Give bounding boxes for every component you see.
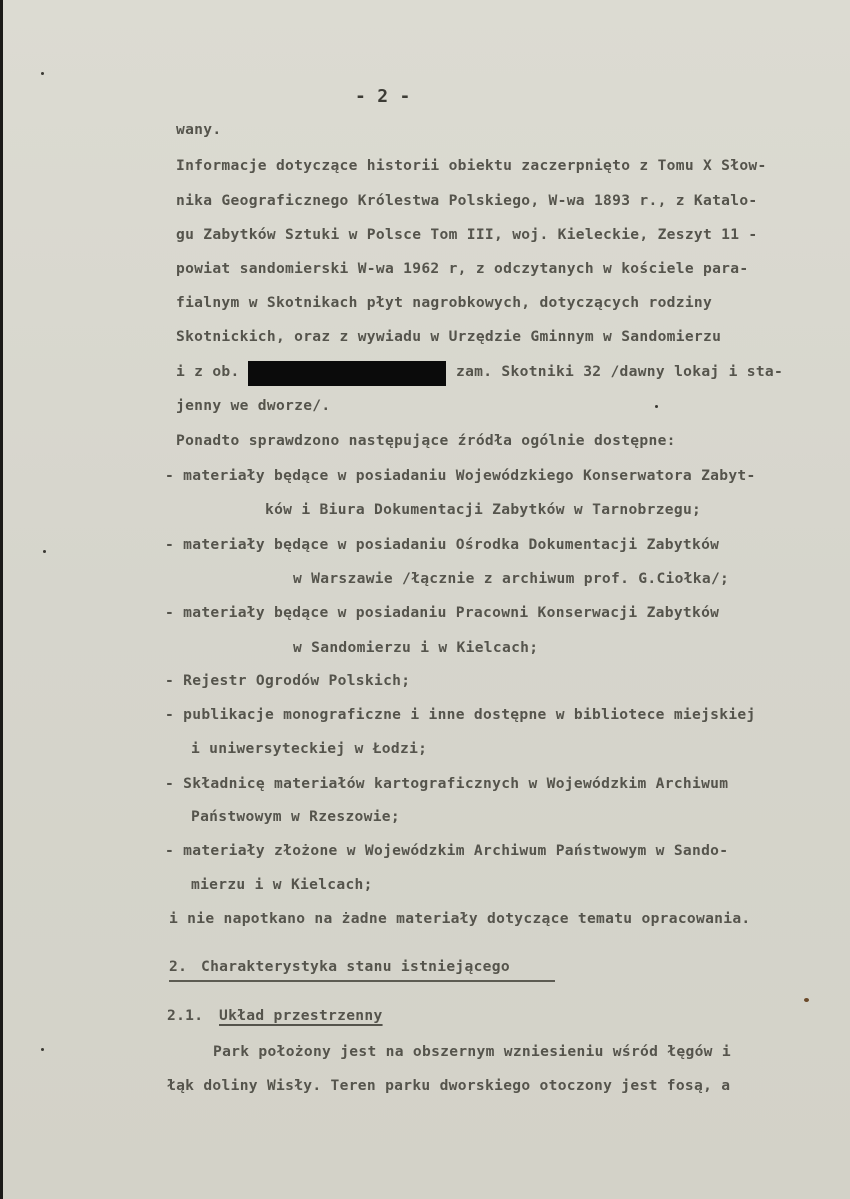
source-item: - materiały będące w posiadaniu Ośrodka Dokumentacji Zabytków	[165, 536, 720, 553]
paper-speck	[41, 1048, 44, 1051]
paper-speck	[43, 550, 46, 553]
redaction-box	[248, 361, 446, 386]
text-line: fialnym w Skotnikach płyt nagrobkowych, dotyczących rodziny	[176, 294, 713, 311]
section-2-1-number: 2.1.	[167, 1007, 204, 1024]
section-2-number: 2.	[169, 958, 188, 975]
section-2-title: Charakterystyka stanu istniejącego	[201, 958, 510, 975]
paragraph-line: łąk doliny Wisły. Teren parku dworskiego otoczony jest fosą, a	[167, 1077, 731, 1094]
source-item: - Składnicę materiałów kartograficznych w Wojewódzkim Archiwum	[165, 775, 729, 792]
source-item: - materiały złożone w Wojewódzkim Archiwum Państwowym w Sando-	[165, 842, 729, 859]
text-line-ob-start: i z ob.	[176, 363, 240, 380]
text-line: jenny we dworze/.	[176, 397, 331, 414]
text-line: Informacje dotyczące historii obiektu zaczerpnięto z Tomu X Słow-	[176, 157, 767, 174]
paper-speck	[41, 72, 44, 75]
source-item-cont: ków i Biura Dokumentacji Zabytków w Tarnobrzegu;	[265, 501, 702, 518]
source-item: - materiały będące w posiadaniu Wojewódzkiego Konserwatora Zabyt-	[165, 467, 756, 484]
section-2-1-title: Układ przestrzenny	[219, 1007, 383, 1024]
source-item: - publikacje monograficzne i inne dostępne w bibliotece miejskiej	[165, 706, 756, 723]
source-item: - materiały będące w posiadaniu Pracowni Konserwacji Zabytków	[165, 604, 720, 621]
text-line: nika Geograficznego Królestwa Polskiego, W-wa 1893 r., z Katalo-	[176, 192, 758, 209]
text-line: gu Zabytków Sztuki w Polsce Tom III, woj. Kieleckie, Zeszyt 11 -	[176, 226, 758, 243]
paragraph-line: Park położony jest na obszernym wzniesieniu wśród łęgów i	[213, 1043, 731, 1060]
source-item-cont: i uniwersyteckiej w Łodzi;	[191, 740, 428, 757]
source-item-cont: Państwowym w Rzeszowie;	[191, 808, 400, 825]
paper-speck	[804, 998, 809, 1002]
paper-speck	[655, 405, 658, 408]
text-line-ob-end: zam. Skotniki 32 /dawny lokaj i sta-	[456, 363, 784, 380]
source-item-cont: w Warszawie /łącznie z archiwum prof. G.Ciołka/;	[293, 570, 730, 587]
source-item-cont: w Sandomierzu i w Kielcach;	[293, 639, 539, 656]
page-number: - 2 -	[355, 86, 411, 107]
sources-intro: Ponadto sprawdzono następujące źródła ogólnie dostępne:	[176, 432, 676, 449]
closing-line: i nie napotkano na żadne materiały dotyczące tematu opracowania.	[169, 910, 751, 927]
source-item-cont: mierzu i w Kielcach;	[191, 876, 373, 893]
text-line: powiat sandomierski W-wa 1962 r, z odczytanych w kościele para-	[176, 260, 749, 277]
section-2-underline	[169, 980, 555, 982]
text-line: Skotnickich, oraz z wywiadu w Urzędzie Gminnym w Sandomierzu	[176, 328, 722, 345]
text-line: wany.	[176, 121, 222, 138]
source-item: - Rejestr Ogrodów Polskich;	[165, 672, 411, 689]
